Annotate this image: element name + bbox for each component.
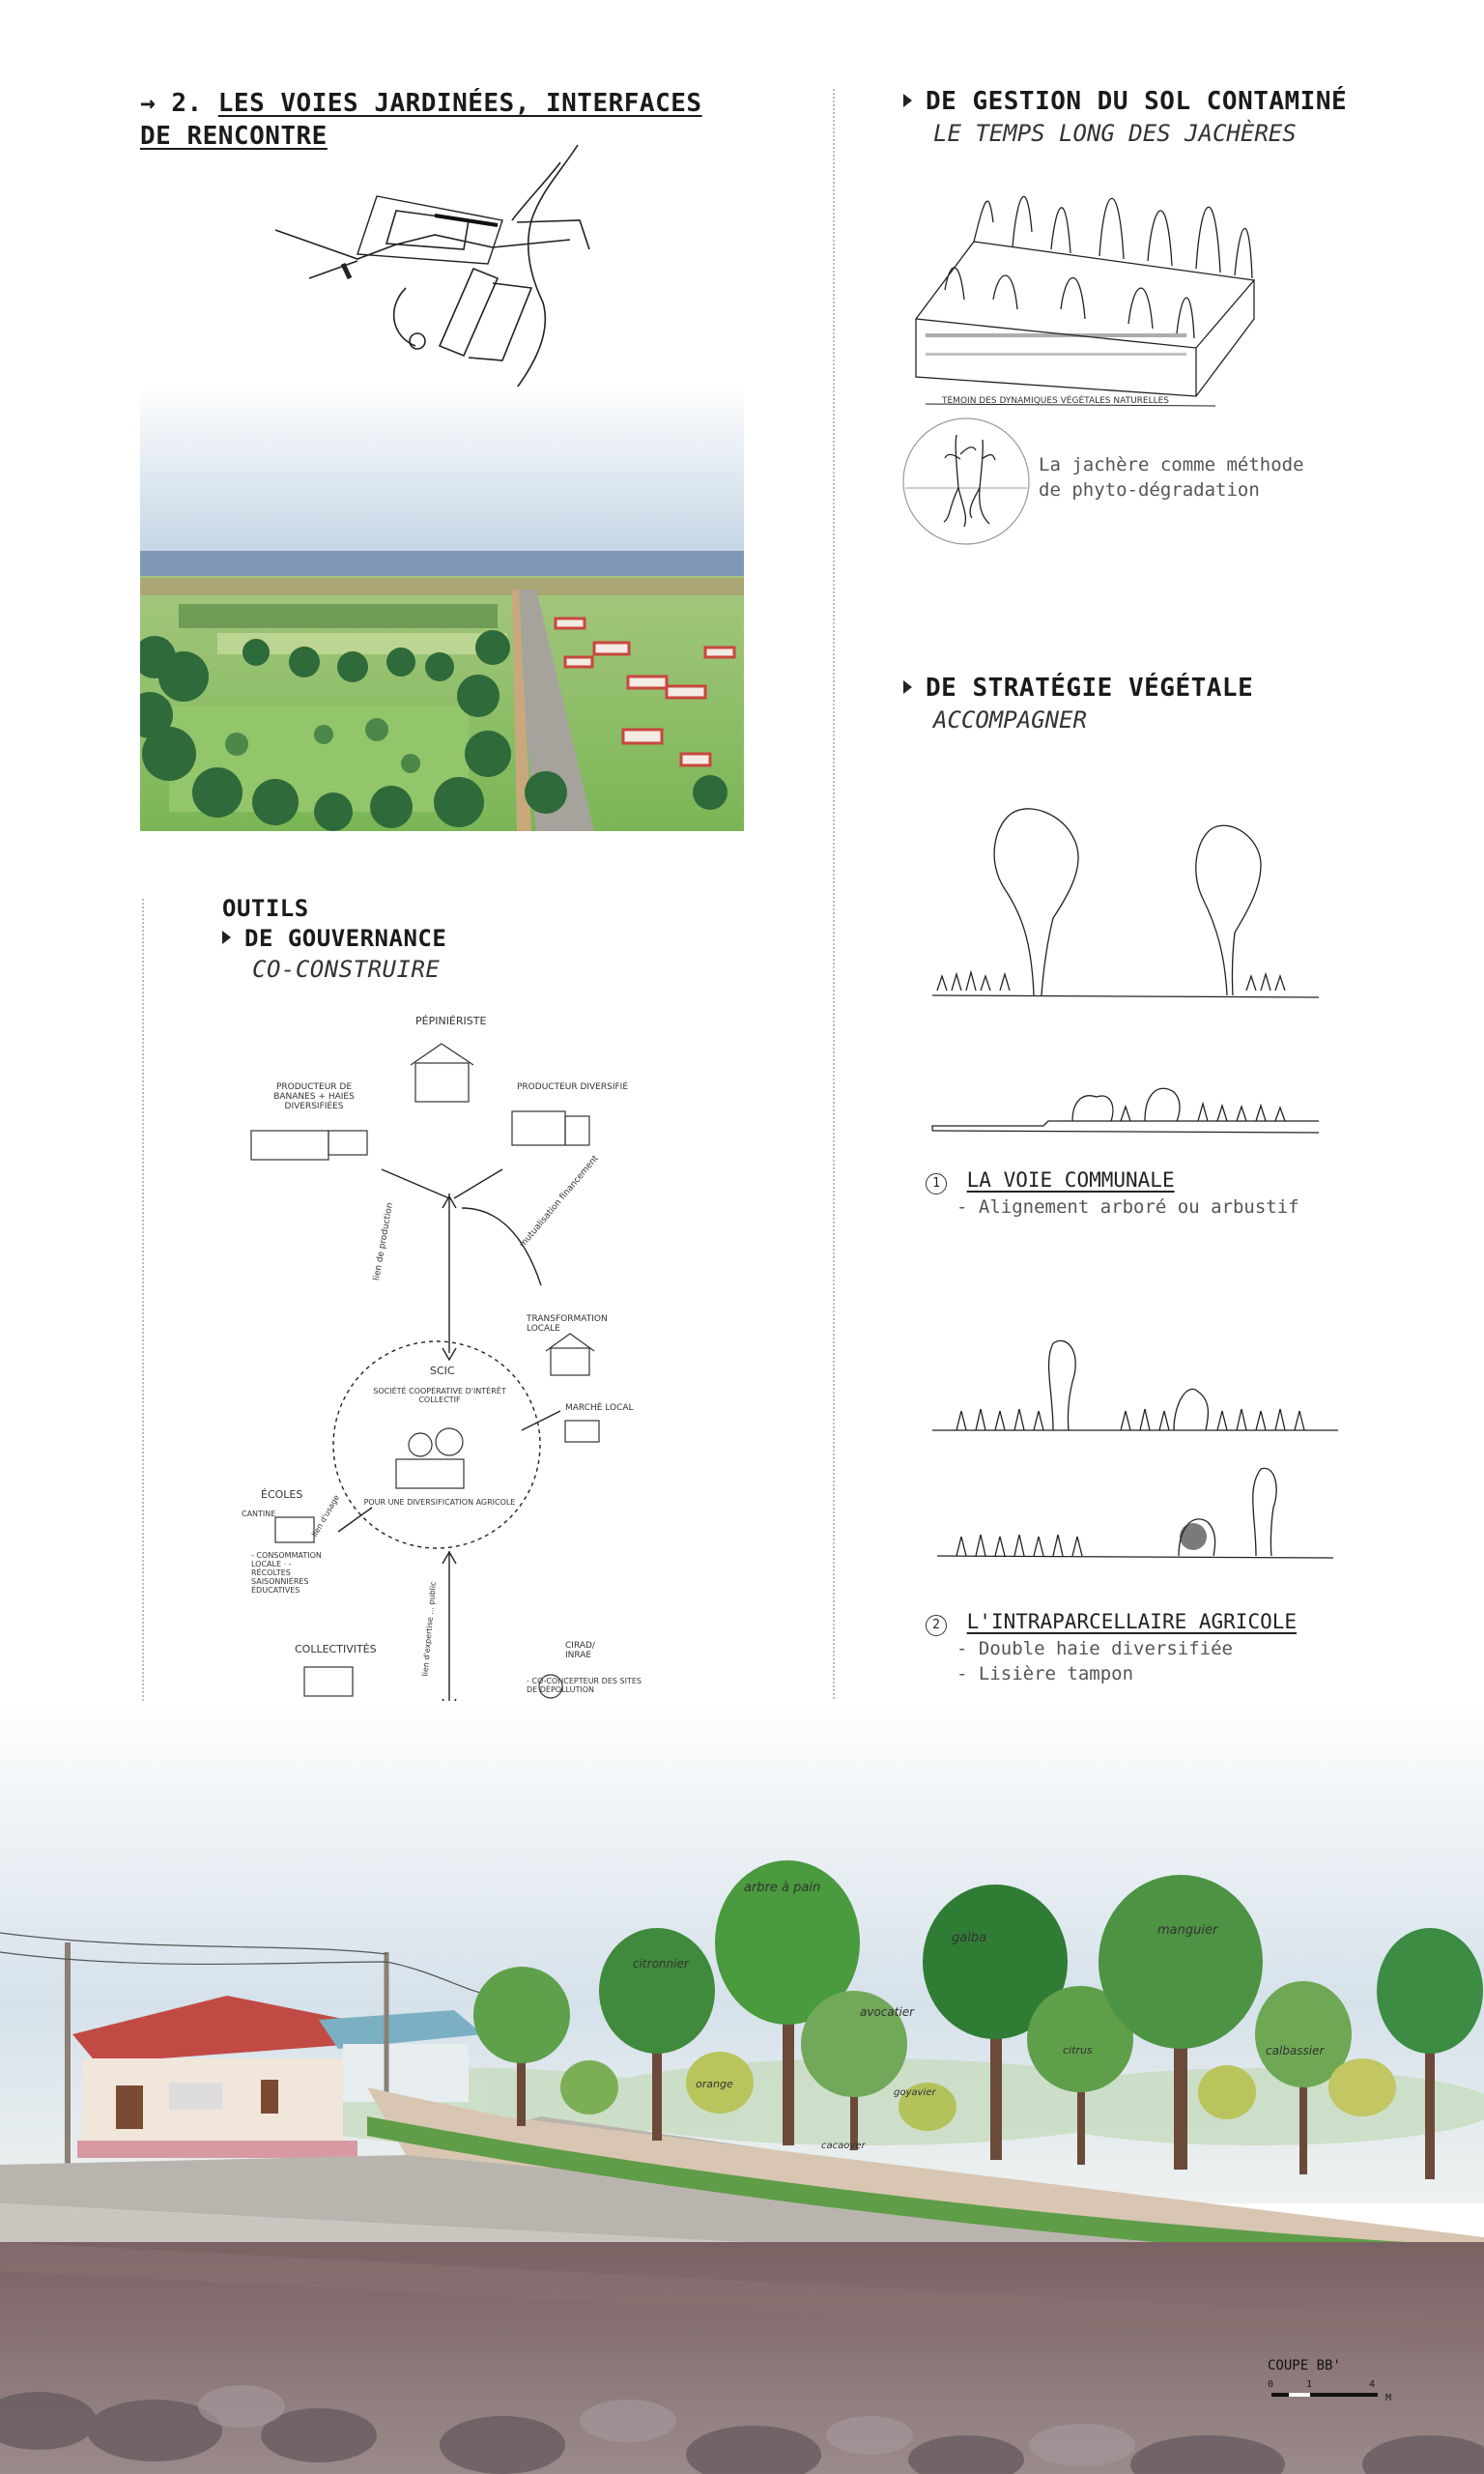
node-transformation: TRANSFORMATION LOCALE [527, 1314, 608, 1334]
section-view-title: COUPE BB' [1268, 2358, 1341, 2373]
divider-vertical-left [142, 899, 144, 1778]
tree-label: galba [952, 1931, 987, 1945]
strategy-item-2-bullet-2: - Lisière tampon [956, 1663, 1134, 1684]
governance-label: OUTILS [222, 895, 309, 922]
aerial-landscape-illustration [140, 387, 744, 831]
node-scic: SCIC [430, 1365, 455, 1377]
tree-label: cacaoyer [821, 2141, 866, 2151]
soil-block-caption: TÉMOIN DES DYNAMIQUES VÉGÉTALES NATURELLES [942, 396, 1170, 406]
location-map-sketch [271, 143, 618, 428]
agricultural-plot-section-sketch [928, 1314, 1343, 1575]
tree-label: calbassier [1266, 2044, 1325, 2057]
strategy-subtitle: ACCOMPAGNER [933, 706, 1087, 734]
scale-bar-gap [1289, 2393, 1310, 2397]
strategy-heading [903, 672, 1473, 735]
street-cross-section-illustration [0, 1701, 1484, 2474]
node-cirad: CIRAD/ INRAE [565, 1641, 595, 1660]
scale-bar-graphic [1271, 2393, 1378, 2397]
scale-label-unit: M [1385, 2393, 1392, 2403]
node-ecoles: ÉCOLES [261, 1488, 303, 1501]
tree-label: citrus [1063, 2044, 1093, 2057]
link-production: lien de production [372, 1201, 396, 1281]
strategy-item-2-title: L'INTRAPARCELLAIRE AGRICOLE [966, 1610, 1298, 1633]
link-usage: lien d'usage [310, 1493, 342, 1539]
soil-note-line1: La jachère comme méthode [1039, 454, 1304, 475]
communal-road-section-sketch [928, 783, 1324, 1140]
governance-title: DE GOUVERNANCE [244, 925, 447, 952]
strategy-item-1-bullet: - Alignement arboré ou arbustif [956, 1196, 1299, 1218]
node-cantine: CANTINE [242, 1510, 276, 1518]
section-title-line2: DE RENCONTRE [140, 122, 328, 151]
triangle-bullet-icon [903, 680, 912, 694]
strategy-title: DE STRATÉGIE VÉGÉTALE [926, 674, 1254, 703]
divider-vertical-center [833, 89, 835, 1780]
soil-note-line2: de phyto-dégradation [1039, 479, 1260, 501]
link-financement: mutualisation financement [518, 1153, 601, 1251]
soil-note [1039, 452, 1304, 503]
fallow-soil-block-sketch [906, 164, 1264, 416]
node-marche: MARCHÉ LOCAL [565, 1403, 634, 1413]
soil-title: DE GESTION DU SOL CONTAMINÉ [926, 87, 1348, 116]
node-scic-ring: SOCIÉTÉ COOPÉRATIVE D'INTÉRÊT COLLECTIF [373, 1387, 506, 1404]
tree-label: manguier [1157, 1923, 1218, 1938]
tree-label: avocatier [860, 2005, 915, 2019]
strategy-item-2 [926, 1609, 1297, 1686]
triangle-bullet-icon [222, 931, 231, 944]
strategy-item-2-bullet-1: - Double haie diversifiée [956, 1638, 1233, 1659]
soil-heading [903, 85, 1473, 149]
governance-subtitle: CO-CONSTRUIRE [252, 956, 441, 983]
governance-heading [222, 894, 446, 985]
node-scic-ring2: POUR UNE DIVERSIFICATION AGRICOLE [363, 1498, 516, 1507]
node-pepinieriste: PÉPINIÉRISTE [415, 1015, 487, 1027]
node-ecoles-notes: - CONSOMMATION LOCALE · - RÉCOLTES SAISONNIÈRES ÉDUCATIVES [251, 1551, 322, 1595]
triangle-bullet-icon [903, 94, 912, 107]
node-collectivites: COLLECTIVITÉS [295, 1643, 377, 1655]
arrow-icon: → [140, 89, 157, 118]
strategy-item-1-title: LA VOIE COMMUNALE [966, 1168, 1175, 1192]
scale-label-1: 1 [1306, 2379, 1313, 2390]
strategy-item-1 [926, 1167, 1299, 1220]
scale-label-0: 0 [1268, 2379, 1274, 2390]
scale-bar [1268, 2379, 1393, 2408]
soil-subtitle: LE TEMPS LONG DES JACHÈRES [933, 120, 1297, 147]
number-circle-icon: 2 [926, 1615, 947, 1636]
number-circle-icon: 1 [926, 1173, 947, 1194]
tree-label: citronnier [633, 1957, 689, 1971]
section-title-line1: LES VOIES JARDINÉES, INTERFACES [217, 89, 702, 118]
phyto-degradation-circle-sketch [900, 416, 1032, 547]
node-cirad-notes: - CO-CONCEPTEUR DES SITES DE DÉPOLLUTION [527, 1677, 642, 1694]
node-producteur-bananes: PRODUCTEUR DE BANANES + HAIES DIVERSIFIÉES [273, 1082, 355, 1111]
tree-label: arbre à pain [744, 1881, 821, 1895]
scale-label-4: 4 [1369, 2379, 1376, 2390]
tree-label: goyavier [894, 2087, 936, 2098]
section-number: 2. [171, 89, 203, 118]
node-producteur-diversifie: PRODUCTEUR DIVERSIFIÉ [517, 1082, 629, 1092]
link-expertise: lien d'expertise ... public [420, 1581, 439, 1677]
tree-label: orange [696, 2078, 733, 2090]
